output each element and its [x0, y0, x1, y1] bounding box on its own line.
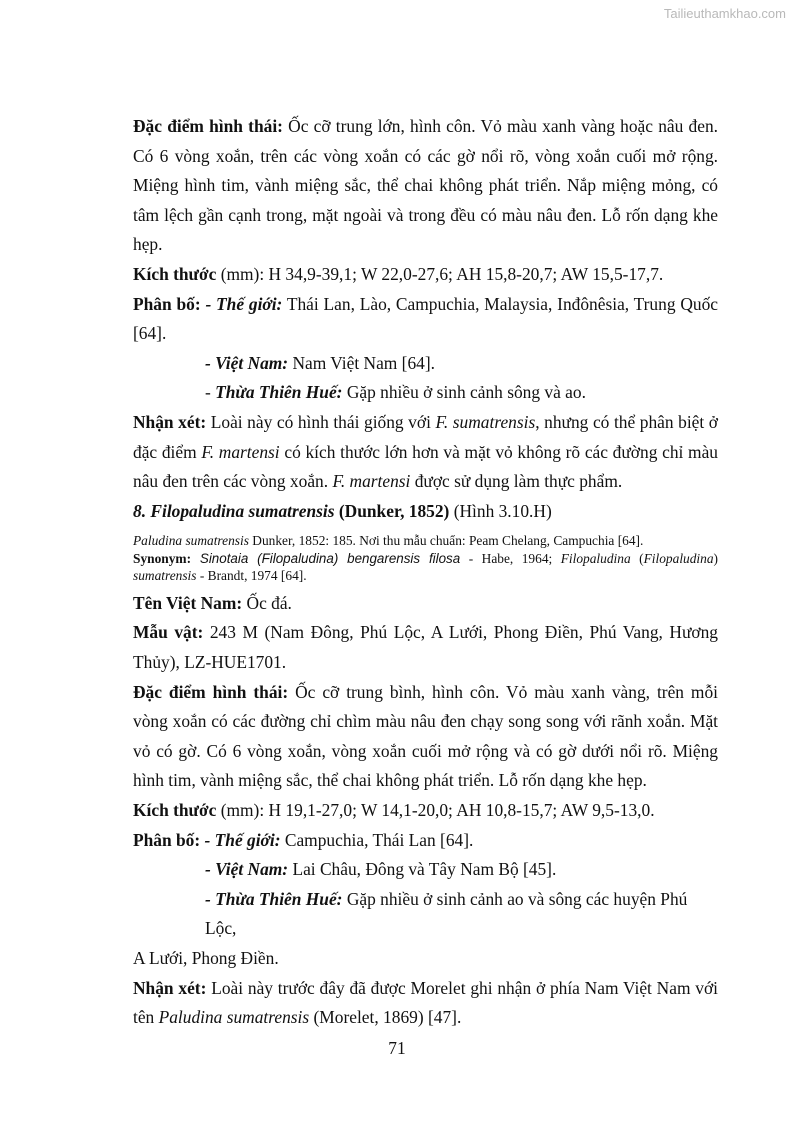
text: 243 M (Nam Đông, Phú Lộc, A Lưới, Phong Điền, Phú Vang, Hương Thủy), LZ-HUE1701. [133, 622, 718, 672]
paragraph-size-1 [133, 260, 718, 290]
paragraph-hue-2 [133, 885, 718, 944]
prefix: - [205, 382, 216, 403]
paragraph-distribution-2 [133, 826, 718, 856]
sublabel: - Thừa Thiên Huế: [205, 888, 343, 909]
watermark: Tailieuthamkhao.com [663, 6, 786, 21]
figure-ref: (Hình 3.10.H) [449, 500, 552, 521]
text: Ốc đá. [242, 592, 292, 613]
label: Phân bố: [133, 293, 201, 314]
species-name: Filopaludina [560, 550, 631, 566]
paragraph-hue-1 [133, 378, 718, 408]
text: (mm): H 19,1-27,0; W 14,1-20,0; AH 10,8-15,7; AW 9,5-13,0. [216, 799, 655, 820]
text: Loài này có hình thái giống với [206, 411, 436, 432]
label: Đặc điểm hình thái: [133, 681, 289, 702]
text: Gặp nhiều ở sinh cảnh ao và sông các huyện Phú Lộc, [205, 888, 688, 939]
original-description [133, 532, 718, 550]
species-name: sumatrensis [133, 568, 197, 584]
page-number: 71 [388, 1038, 406, 1058]
paragraph-remark-2 [133, 974, 718, 1033]
sublabel: - Việt Nam: [205, 352, 289, 373]
page-body [133, 112, 718, 1033]
text: - Habe, 1964; [460, 550, 561, 566]
paragraph-hue-2-cont: A Lưới, Phong Điền. [133, 947, 279, 968]
species-name: F. sumatrensis [435, 411, 536, 432]
text: Gặp nhiều ở sinh cảnh sông và ao. [342, 382, 586, 403]
paragraph-remark-1 [133, 408, 718, 497]
text: Dunker, 1852: 185. Nơi thu mẫu chuẩn: Peam Chelang, Campuchia [64]. [248, 533, 644, 549]
species-name: F. martensi [332, 471, 411, 492]
text: - Brandt, 1974 [64]. [196, 568, 307, 584]
text: có kích thước lớn hơn và mặt vỏ không rõ các đường chỉ màu nâu đen trên các vòng xoắn. [133, 441, 718, 492]
species-name: Sinotaia (Filopaludina) bengarensis filosa [191, 550, 461, 566]
sublabel: - Thế giới: [200, 829, 281, 850]
synonym-block [133, 532, 718, 585]
label: Nhận xét: [133, 977, 207, 998]
text: , nhưng có thể phân biệt ở đặc điểm [133, 411, 718, 462]
paragraph-morphology-1 [133, 112, 718, 260]
text: Nam Việt Nam [64]. [288, 352, 435, 373]
species-name: F. martensi [201, 441, 280, 462]
species-title: 8. Filopaludina sumatrensis [133, 500, 335, 521]
species-name: Paludina sumatrensis [158, 1007, 310, 1028]
sublabel: - Thế giới: [200, 293, 283, 314]
label: Nhận xét: [133, 411, 207, 432]
species-name: Filopaludina [643, 550, 714, 566]
text: được sử dụng làm thực phẩm. [410, 471, 623, 492]
label: Synonym: [133, 550, 192, 566]
synonym-line [133, 550, 718, 585]
text: Ốc cỡ trung bình, hình côn. Vỏ màu xanh vàng, trên mỗi vòng xoắn có các đường chỉ chìm màu nâu đen chạy song song với rãnh xoắn. Mặt vỏ có gờ. Có 6 vòng xoắn, vòng xoắn cuối mở rộng và có gờ dưới nổi rõ. Miệng hình tim, vành miệng sắc, thể chai không phát triển. Lỗ rốn dạng khe hẹp. [133, 681, 718, 791]
species-author: (Dunker, 1852) [334, 500, 450, 521]
paragraph-specimen [133, 618, 718, 677]
text: ) [713, 550, 719, 566]
text: ( [630, 550, 644, 566]
label: Kích thước [133, 799, 217, 820]
label: Đặc điểm hình thái: [133, 116, 283, 136]
species-name: Paludina sumatrensis [133, 533, 249, 549]
text: Thái Lan, Lào, Campuchia, Malaysia, Inđônêsia, Trung Quốc [64]. [133, 293, 718, 344]
text: Campuchia, Thái Lan [64]. [280, 829, 474, 850]
sublabel: - Việt Nam: [205, 859, 289, 880]
label: Kích thước [133, 263, 217, 284]
species-heading [133, 497, 718, 527]
text: Ốc cỡ trung lớn, hình côn. Vỏ màu xanh vàng hoặc nâu đen. Có 6 vòng xoắn, trên các vòng xoắn có các gờ nổi rõ, vòng xoắn cuối mở rộng. Miệng hình tim, vành miệng sắc, thể chai không phát triển. Nắp miệng mỏng, có tâm lệch gần cạnh trong, mặt ngoài và trong đều có màu nâu đen. Lỗ rốn dạng khe hẹp. [133, 116, 718, 255]
paragraph-size-2 [133, 796, 718, 826]
text: Loài này trước đây đã được Morelet ghi nhận ở phía Nam Việt Nam với tên [133, 977, 718, 1028]
paragraph-vietnam-1 [133, 349, 718, 379]
text: (Morelet, 1869) [47]. [309, 1007, 462, 1028]
label: Mẫu vật: [133, 622, 204, 643]
paragraph-morphology-2 [133, 678, 718, 796]
sublabel: Thừa Thiên Huế: [215, 382, 343, 403]
paragraph-vietnam-2 [133, 855, 718, 885]
text: (mm): H 34,9-39,1; W 22,0-27,6; AH 15,8-20,7; AW 15,5-17,7. [216, 263, 664, 284]
label: Phân bố: [133, 829, 201, 850]
label: Tên Việt Nam: [133, 592, 243, 613]
paragraph-vn-name [133, 589, 718, 619]
text: Lai Châu, Đông và Tây Nam Bộ [45]. [288, 859, 557, 880]
paragraph-distribution-1 [133, 290, 718, 349]
